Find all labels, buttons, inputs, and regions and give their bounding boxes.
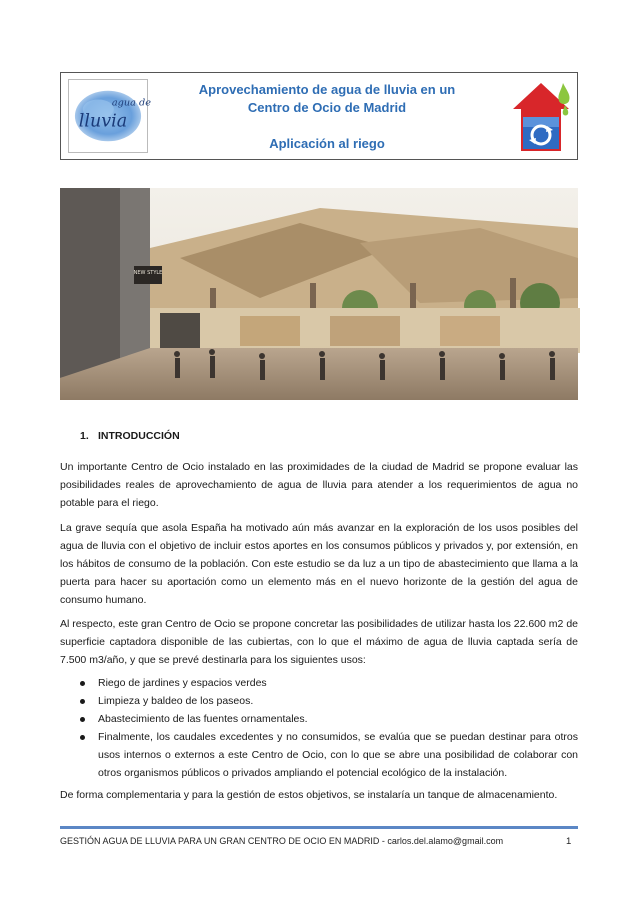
footer-text: GESTIÓN AGUA DE LLUVIA PARA UN GRAN CENTRO DE OCIO EN MADRID - carlos.del.alamo@gmail.com — [60, 836, 504, 846]
document-title-block — [157, 81, 497, 153]
house-rainwater-logo — [509, 77, 573, 157]
hero-sign-text: NEW STYLE — [133, 270, 163, 276]
title-line-1: Aprovechamiento de agua de lluvia en un — [198, 82, 456, 97]
paragraph-3: Al respecto, este gran Centro de Ocio se propone concretar las posibilidades de utilizar hasta los 22.600 m2 de superficie captadora disponible de las cubiertas, con lo que el máximo de agua de lluvia captada sería de 7.500 m3/año, y que se prevé destinarla para los siguientes usos: — [60, 618, 578, 666]
footer-divider — [60, 826, 578, 829]
agua-de-lluvia-logo — [68, 79, 152, 153]
bullet-icon — [80, 717, 85, 722]
uses-bullet-list — [60, 674, 578, 782]
list-item: Riego de jardines y espacios verdes — [60, 674, 578, 692]
bullet-icon — [80, 699, 85, 704]
watercolor-logo-icon — [69, 80, 152, 152]
paragraph-1: Un importante Centro de Ocio instalado en las proximidades de la ciudad de Madrid se propone evaluar las posibilidades reales de aprovechamiento de agua de lluvia para atender a los requerimientos de agua no potable para el riego. — [60, 461, 578, 509]
header-box — [60, 72, 578, 160]
shopping-mall-rendering-image — [60, 188, 578, 400]
svg-text:lluvia: lluvia — [78, 111, 128, 132]
document-subtitle: Aplicación al riego — [269, 136, 385, 151]
svg-text:agua de: agua de — [111, 97, 152, 109]
section-title: INTRODUCCIÓN — [98, 430, 180, 442]
closing-paragraph: De forma complementaria y para la gestión de estos objetivos, se instalaría un tanque de almacenamiento. — [60, 789, 558, 801]
hero-image — [60, 188, 578, 400]
title-line-2: Centro de Ocio de Madrid — [247, 100, 407, 115]
house-recycle-icon — [509, 77, 573, 157]
section-number: 1. — [80, 430, 89, 442]
paragraph-2: La grave sequía que asola España ha motivado aún más avanzar en la exploración de los usos posibles del agua de lluvia con el objetivo de incluir estos aportes en los consumos públicos y privados y, por extensión, en los hábitos de consumo de la población. Con este estudio se da luz a un tipo de abastecimiento que llama a la puerta para hacer su aportación como un elemento más en el nuevo horizonte de la gestión del agua de consumo humano. — [60, 522, 578, 606]
page-number: 1 — [566, 836, 572, 847]
list-item: Finalmente, los caudales excedentes y no consumidos, se evalúa que se puedan destinar para otros usos internos o externos a este Centro de Ocio, con lo que se abre una posibilidad de colaborar con otros organismos públicos o privados ampliando el potencial ecológico de la instalación. — [60, 728, 578, 782]
section-heading — [80, 430, 180, 442]
list-item: Abastecimiento de las fuentes ornamentales. — [60, 710, 578, 728]
list-item: Limpieza y baldeo de los paseos. — [60, 692, 578, 710]
bullet-icon — [80, 735, 85, 740]
bullet-icon — [80, 681, 85, 686]
